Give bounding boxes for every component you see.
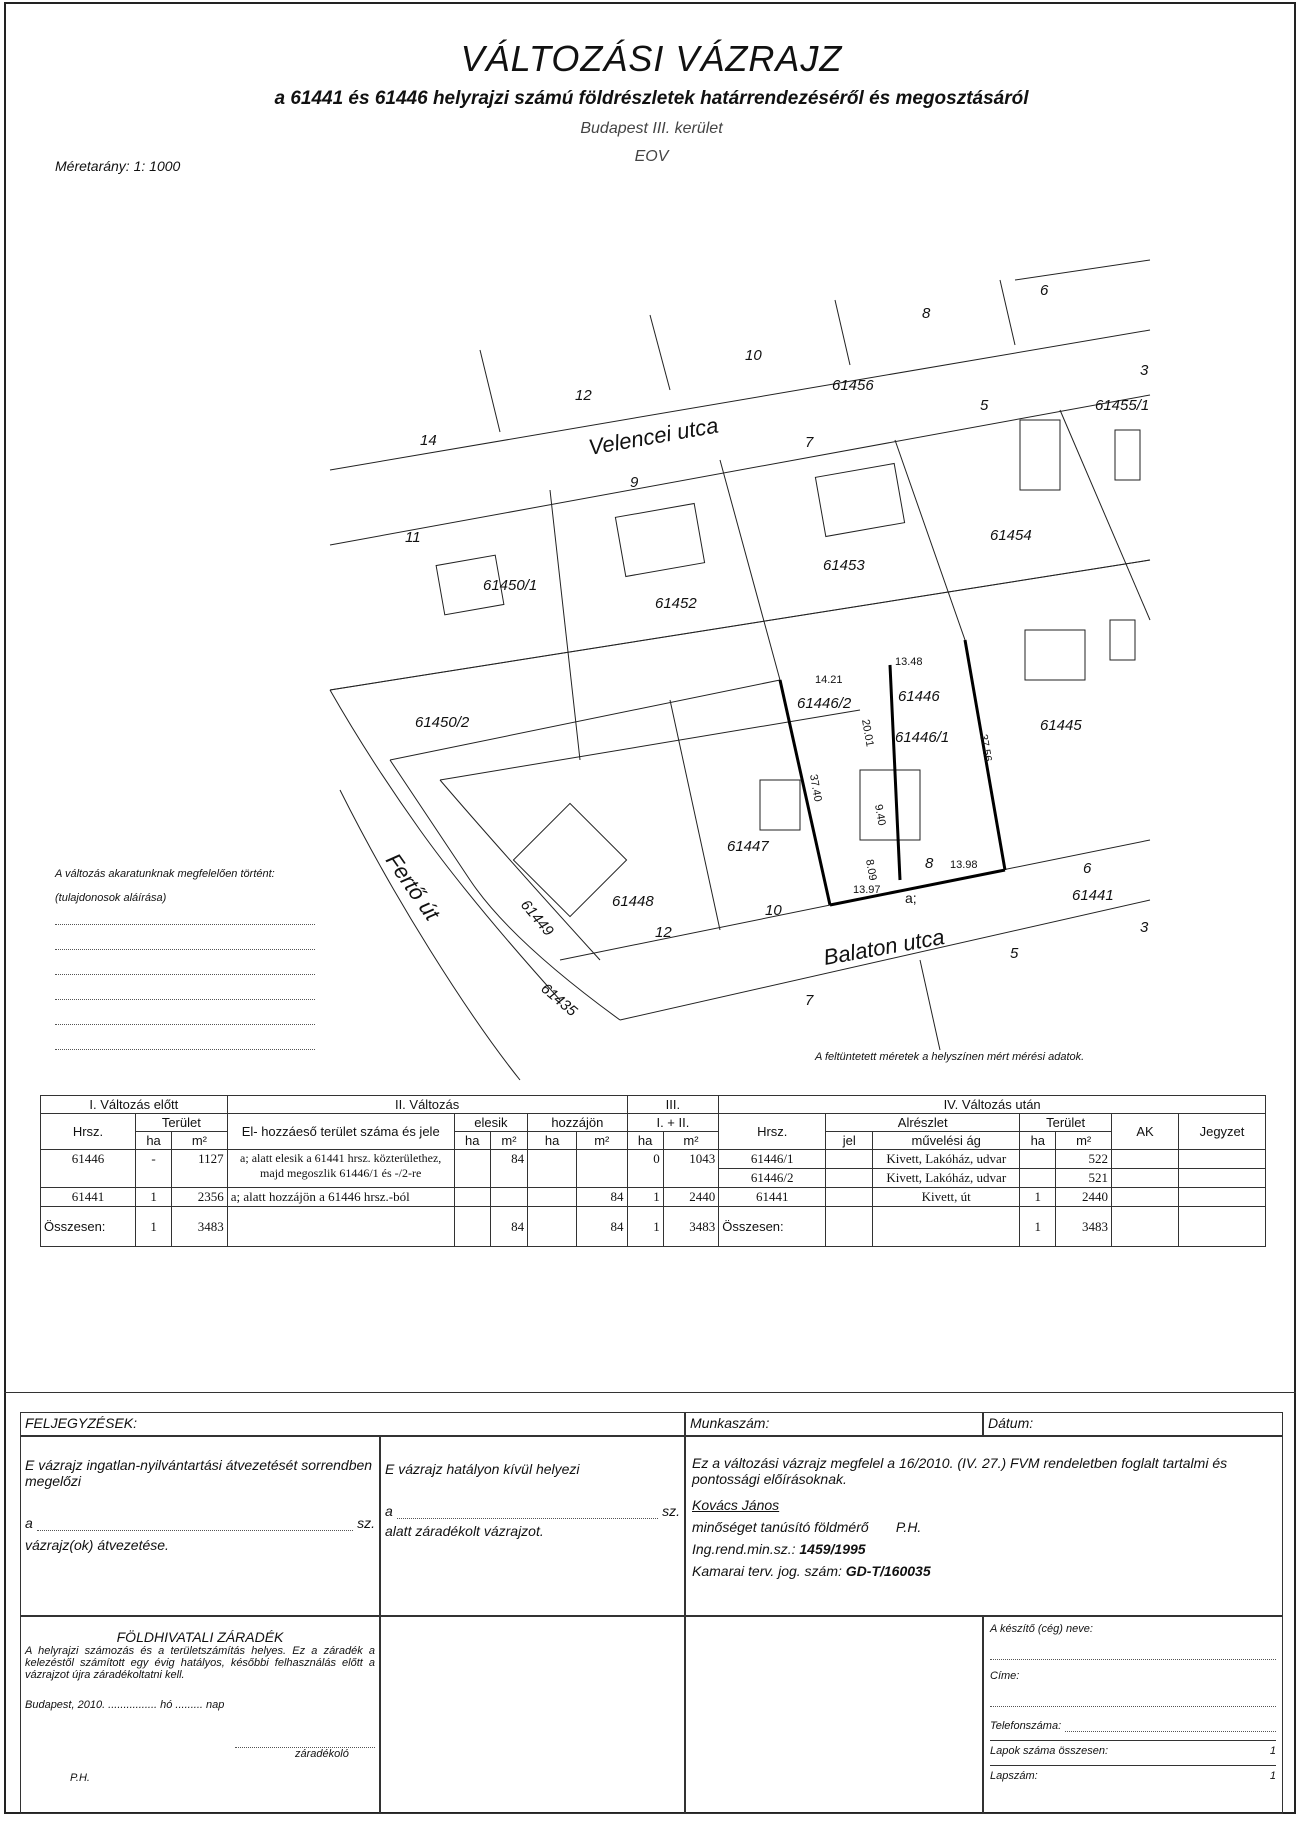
col-desc: El- hozzáeső terület száma és jele	[227, 1114, 454, 1150]
surveyor-ph: P.H.	[895, 1519, 922, 1535]
col-ak: AK	[1112, 1114, 1179, 1150]
maker-phone-label: Telefonszáma:	[990, 1720, 1062, 1732]
measure-label: 8.09	[863, 858, 879, 882]
kam-label: Kamarai terv. jog. szám:	[692, 1563, 846, 1579]
parcel-label: 61448	[612, 893, 654, 910]
col-alreszlet: Alrészlet	[826, 1114, 1020, 1132]
kam-value: GD-T/160035	[845, 1563, 931, 1579]
hn-b3: 3	[1140, 919, 1149, 936]
cell	[227, 1207, 454, 1247]
hn-11: 11	[405, 529, 421, 546]
table-row	[41, 1188, 1266, 1207]
measure-label: 13.98	[950, 859, 978, 871]
cell: -	[136, 1150, 172, 1188]
sub-m2: m²	[577, 1132, 628, 1150]
cell: 1127	[172, 1150, 228, 1188]
cell	[528, 1188, 577, 1207]
street-velencei: Velencei utca	[586, 412, 721, 460]
cell	[873, 1207, 1020, 1247]
cell: 61441	[41, 1188, 136, 1207]
cell: 61441	[719, 1188, 826, 1207]
measure-label: 37.40	[807, 773, 824, 803]
b2-sz: sz.	[662, 1503, 680, 1519]
cell: 1	[1020, 1188, 1056, 1207]
parcel-label: 61456	[832, 377, 874, 394]
cell: 1	[136, 1188, 172, 1207]
cell: 521	[1056, 1169, 1112, 1188]
group-after: IV. Változás után	[719, 1096, 1266, 1114]
hn-b7: 7	[805, 992, 814, 1009]
feljegyzes-box-2	[380, 1436, 685, 1616]
sheet-number-value: 1	[1269, 1770, 1276, 1782]
sub-ha: ha	[1020, 1132, 1056, 1150]
parcel-label: 61455/1	[1095, 397, 1150, 414]
parcel-label: 61454	[990, 527, 1032, 544]
hn-6: 6	[1040, 282, 1049, 299]
sub-m2: m²	[663, 1132, 719, 1150]
cell	[826, 1150, 873, 1169]
owners-consent: A változás akaratunknak megfelelően történt:	[55, 868, 275, 880]
document-subtitle: a 61441 és 61446 helyrajzi számú földrészletek határrendezéséről és megosztásáról	[274, 88, 1029, 109]
hn-b5: 5	[1010, 945, 1019, 962]
cell: 2356	[172, 1188, 228, 1207]
cell: 1	[627, 1188, 663, 1207]
feljegyzes-box-1	[20, 1436, 380, 1616]
cell: 1	[136, 1207, 172, 1247]
cell: 3483	[663, 1207, 719, 1247]
zaradek-title: FÖLDHIVATALI ZÁRADÉK	[116, 1629, 284, 1645]
cell: Összesen:	[719, 1207, 826, 1247]
measure-label: 37.56	[977, 733, 994, 763]
b1-text: E vázrajz ingatlan-nyilvántartási átvezetését sorrendben megelőzi	[25, 1457, 373, 1489]
cell: 84	[577, 1207, 628, 1247]
parcel-label: 61450/2	[415, 714, 470, 731]
cell: Kivett, Lakóház, udvar	[873, 1150, 1020, 1169]
scale-label: Méretarány: 1: 1000	[55, 158, 181, 174]
hn-10: 10	[745, 347, 762, 364]
ing-value: 1459/1995	[799, 1541, 866, 1557]
cell	[528, 1150, 577, 1188]
cell	[1179, 1207, 1266, 1247]
cell: Kivett, út	[873, 1188, 1020, 1207]
empty-box-2	[685, 1616, 983, 1814]
sub-ha: ha	[528, 1132, 577, 1150]
cell: 3483	[1056, 1207, 1112, 1247]
measure-label: 20.01	[859, 718, 876, 748]
cell	[1179, 1169, 1266, 1188]
street-ferto: Fertő út	[380, 848, 445, 925]
parcel-label: 61445	[1040, 717, 1082, 734]
b3-text: Ez a változási vázrajz megfelel a 16/2010. (IV. 27.) FVM rendeletben foglalt tartalmi és pontossági előírásoknak.	[692, 1455, 1228, 1487]
parcel-label: 61446/2	[797, 695, 852, 712]
sheets-total-label: Lapok száma összesen:	[990, 1745, 1109, 1757]
sub-jel: jel	[826, 1132, 873, 1150]
col-terulet-after: Terület	[1020, 1114, 1112, 1132]
measure-label: 13.48	[895, 656, 923, 668]
zaradek-sign-line	[235, 1733, 375, 1748]
maker-address-label: Címe:	[990, 1670, 1020, 1682]
cell: 522	[1056, 1150, 1112, 1169]
table-row	[41, 1150, 1266, 1169]
location-label: Budapest III. kerület	[580, 120, 723, 137]
sub-m2: m²	[172, 1132, 228, 1150]
col-terulet: Terület	[136, 1114, 228, 1132]
cell: 61446	[41, 1150, 136, 1188]
change-table	[40, 1095, 1266, 1247]
col-hozzajon: hozzájön	[528, 1114, 627, 1132]
sub-m2: m²	[1056, 1132, 1112, 1150]
datum-label: Dátum:	[983, 1412, 1283, 1436]
b1-dots	[37, 1516, 353, 1531]
zaradek-text: A helyrajzi számozás és a területszámítás helyes. Ez a záradék a kelezéstől számított egy évig hatályos, későbbi felhasználás előtt a vázrajzot újra záradékoltatni kell.	[25, 1645, 375, 1681]
sub-ha: ha	[627, 1132, 663, 1150]
cell	[826, 1188, 873, 1207]
cell	[1112, 1169, 1179, 1188]
cell: 0	[627, 1150, 663, 1188]
surveyor-name: Kovács János	[692, 1497, 780, 1513]
cell	[1020, 1169, 1056, 1188]
cell: 1043	[663, 1150, 719, 1188]
cell	[577, 1150, 628, 1188]
hn-12: 12	[575, 387, 592, 404]
group-sum: III.	[627, 1096, 719, 1114]
cell: 3483	[172, 1207, 228, 1247]
sheets-total-value: 1	[1269, 1745, 1276, 1757]
b2-a: a	[385, 1503, 393, 1519]
b1-a: a	[25, 1515, 33, 1531]
b2-end: alatt záradékolt vázrajzot.	[385, 1523, 544, 1539]
sub-ha: ha	[136, 1132, 172, 1150]
col-hrsz-after: Hrsz.	[719, 1114, 826, 1150]
cell: 2440	[1056, 1188, 1112, 1207]
parcel-label: 61452	[655, 595, 697, 612]
maker-name-label: A készítő (cég) neve:	[990, 1623, 1093, 1635]
cell: 1	[1020, 1207, 1056, 1247]
hn-b12: 12	[655, 924, 672, 941]
b1-sz: sz.	[357, 1515, 375, 1531]
parcel-label: 61447	[727, 838, 769, 855]
maker-address-line	[990, 1692, 1276, 1707]
col-elesik: elesik	[454, 1114, 527, 1132]
cell: 84	[490, 1150, 527, 1188]
hn-7: 7	[805, 434, 814, 451]
cell	[1112, 1188, 1179, 1207]
cell	[826, 1207, 873, 1247]
hn-3: 3	[1140, 362, 1149, 379]
sheet-number-label: Lapszám:	[990, 1770, 1038, 1782]
cell	[454, 1150, 490, 1188]
map-note: A feltüntetett méretek a helyszínen mért mérési adatok.	[815, 1051, 1085, 1063]
cell	[454, 1207, 490, 1247]
hn-9: 9	[630, 474, 639, 491]
cell: Összesen:	[41, 1207, 136, 1247]
table-total-row	[41, 1207, 1266, 1247]
measure-label: 14.21	[815, 674, 843, 686]
cell: 84	[577, 1188, 628, 1207]
cell	[454, 1188, 490, 1207]
cell	[1112, 1150, 1179, 1169]
parcel-label: 61446	[898, 688, 940, 705]
group-change: II. Változás	[227, 1096, 627, 1114]
cell: a; alatt elesik a 61441 hrsz. közterülethez, majd megoszlik 61446/1 és -/2-re	[227, 1150, 454, 1188]
col-sum: I. + II.	[627, 1114, 719, 1132]
owners-sub: (tulajdonosok aláírása)	[55, 892, 167, 904]
parcel-letter: a;	[905, 890, 917, 906]
b1-end: vázrajz(ok) átvezetése.	[25, 1537, 169, 1553]
cell: a; alatt hozzájön a 61446 hrsz.-ból	[227, 1188, 454, 1207]
maker-box	[983, 1616, 1283, 1814]
cell	[490, 1188, 527, 1207]
sub-m2: m²	[490, 1132, 527, 1150]
parcel-label: 61435	[537, 980, 581, 1020]
group-before: I. Változás előtt	[41, 1096, 228, 1114]
cell	[1179, 1150, 1266, 1169]
cell: 1	[627, 1207, 663, 1247]
cell: Kivett, Lakóház, udvar	[873, 1169, 1020, 1188]
empty-box-1	[380, 1616, 685, 1814]
hn-b10: 10	[765, 902, 782, 919]
measure-label: 13.97	[853, 884, 881, 896]
cell: 61446/2	[719, 1169, 826, 1188]
parcel-label: 61450/1	[483, 577, 538, 594]
munkaszam-label: Munkaszám:	[685, 1412, 983, 1436]
projection-label: EOV	[634, 148, 669, 165]
maker-phone-line	[1065, 1717, 1276, 1732]
footer-separator	[4, 1392, 1296, 1393]
parcel-label: 61453	[823, 557, 865, 574]
hn-5: 5	[980, 397, 989, 414]
cell	[528, 1207, 577, 1247]
col-hrsz: Hrsz.	[41, 1114, 136, 1150]
b2-dots	[397, 1504, 658, 1519]
parcel-label: 61446/1	[895, 729, 950, 746]
parcel-label: 61449	[516, 896, 557, 940]
maker-name-line	[990, 1645, 1276, 1660]
surveyor-role: minőséget tanúsító földmérő	[692, 1519, 869, 1535]
hn-b6: 6	[1083, 860, 1092, 877]
feljegyzesek-label: FELJEGYZÉSEK:	[20, 1412, 685, 1436]
hn-8: 8	[922, 305, 931, 322]
zaradek-box	[20, 1616, 380, 1814]
zaradek-ph: P.H.	[70, 1772, 90, 1784]
cell	[1020, 1150, 1056, 1169]
cell: 61446/1	[719, 1150, 826, 1169]
street-balaton: Balaton utca	[821, 924, 947, 970]
document-title: VÁLTOZÁSI VÁZRAJZ	[460, 38, 843, 79]
parcel-label: 61441	[1072, 887, 1114, 904]
b2-text: E vázrajz hatályon kívül helyezi	[385, 1461, 580, 1477]
cell	[826, 1169, 873, 1188]
hn-14: 14	[420, 432, 437, 449]
sub-ha: ha	[454, 1132, 490, 1150]
owners-signature-lines	[55, 910, 315, 1050]
ing-label: Ing.rend.min.sz.:	[692, 1541, 800, 1557]
zaradek-signer: záradékoló	[295, 1748, 349, 1760]
hn-b8: 8	[925, 855, 934, 872]
cell	[1179, 1188, 1266, 1207]
zaradek-date: Budapest, 2010. ................ hó ......... nap	[25, 1699, 225, 1711]
cell	[1112, 1207, 1179, 1247]
certification-box	[685, 1436, 1283, 1616]
measure-label: 9.40	[872, 803, 888, 827]
sub-muvelesi: művelési ág	[873, 1132, 1020, 1150]
cell: 2440	[663, 1188, 719, 1207]
cell: 84	[490, 1207, 527, 1247]
col-jegyzet: Jegyzet	[1179, 1114, 1266, 1150]
